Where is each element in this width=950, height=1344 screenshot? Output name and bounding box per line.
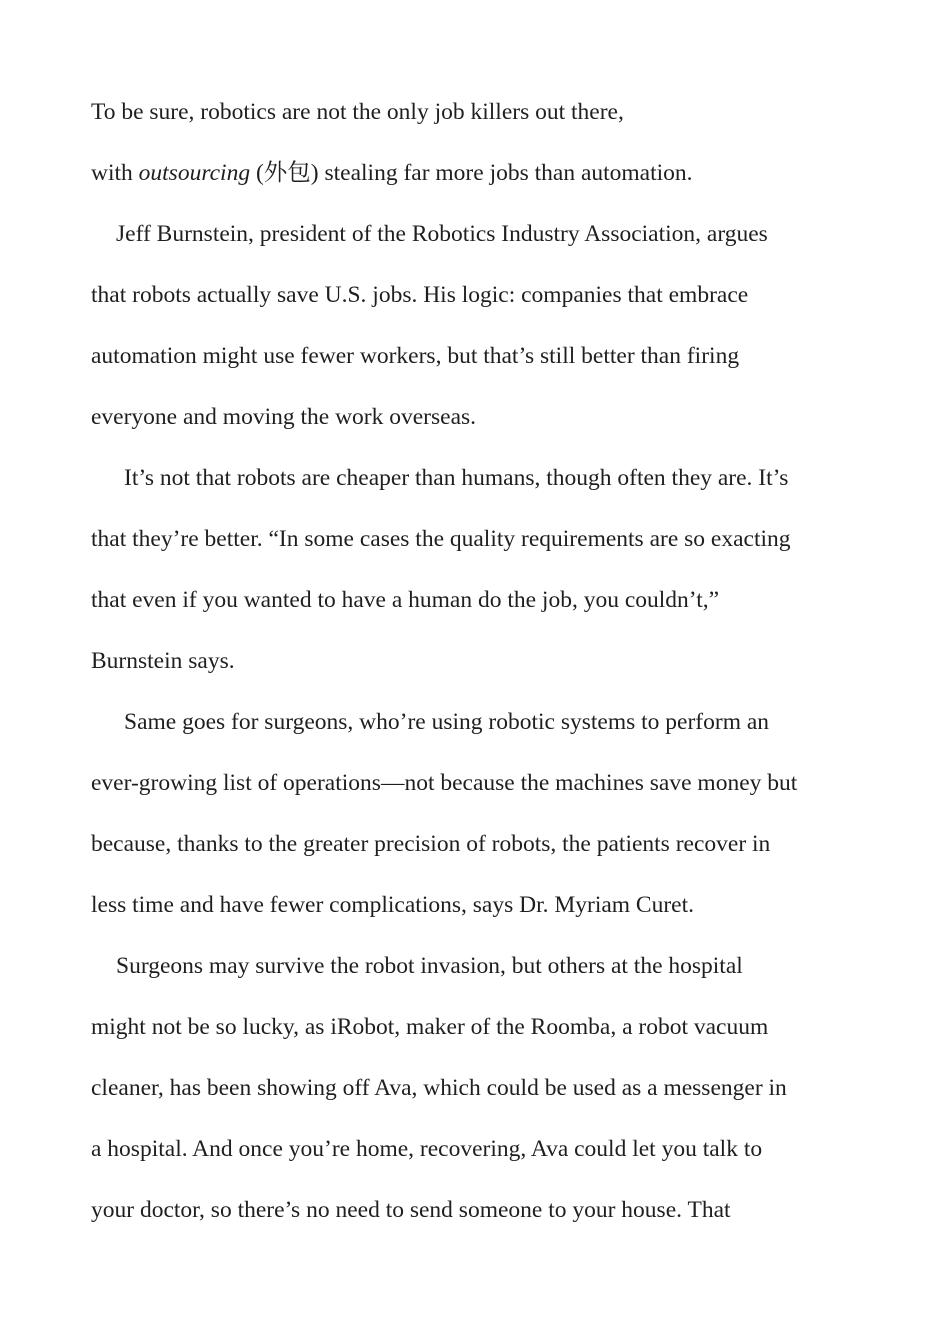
text-line: To be sure, robotics are not the only job killers out there, [91, 99, 624, 125]
text-line: everyone and moving the work overseas. [91, 404, 477, 430]
body-text [91, 82, 871, 1241]
paragraph-first-line: Same goes for surgeons, who’re using robotic systems to perform an [124, 709, 770, 735]
emphasized-term: outsourcing [138, 160, 251, 186]
text-run: with [91, 160, 139, 186]
text-line: your doctor, so there’s no need to send someone to your house. That [91, 1197, 731, 1223]
text-line: might not be so lucky, as iRobot, maker of the Roomba, a robot vacuum [91, 1014, 769, 1040]
text-line: cleaner, has been showing off Ava, which could be used as a messenger in [91, 1075, 787, 1101]
text-line: ever-growing list of operations—not because the machines save money but [91, 770, 798, 796]
text-line: a hospital. And once you’re home, recovering, Ava could let you talk to [91, 1136, 763, 1162]
text-line [91, 143, 871, 204]
text-line: that even if you wanted to have a human do the job, you couldn’t,” [91, 587, 720, 613]
paragraph-first-line: Jeff Burnstein, president of the Robotics Industry Association, argues [116, 221, 768, 247]
paragraph-first-line: It’s not that robots are cheaper than humans, though often they are. It’s [124, 465, 789, 491]
text-line: that robots actually save U.S. jobs. His logic: companies that embrace [91, 282, 749, 308]
text-line: because, thanks to the greater precision of robots, the patients recover in [91, 831, 771, 857]
text-line: less time and have fewer complications, says Dr. Myriam Curet. [91, 892, 695, 918]
paragraph-first-line: Surgeons may survive the robot invasion, but others at the hospital [116, 953, 743, 979]
text-line: Burnstein says. [91, 648, 235, 674]
text-run: (外包) stealing far more jobs than automation. [250, 160, 693, 186]
text-line: automation might use fewer workers, but that’s still better than firing [91, 343, 740, 369]
text-line: that they’re better. “In some cases the quality requirements are so exacting [91, 526, 791, 552]
